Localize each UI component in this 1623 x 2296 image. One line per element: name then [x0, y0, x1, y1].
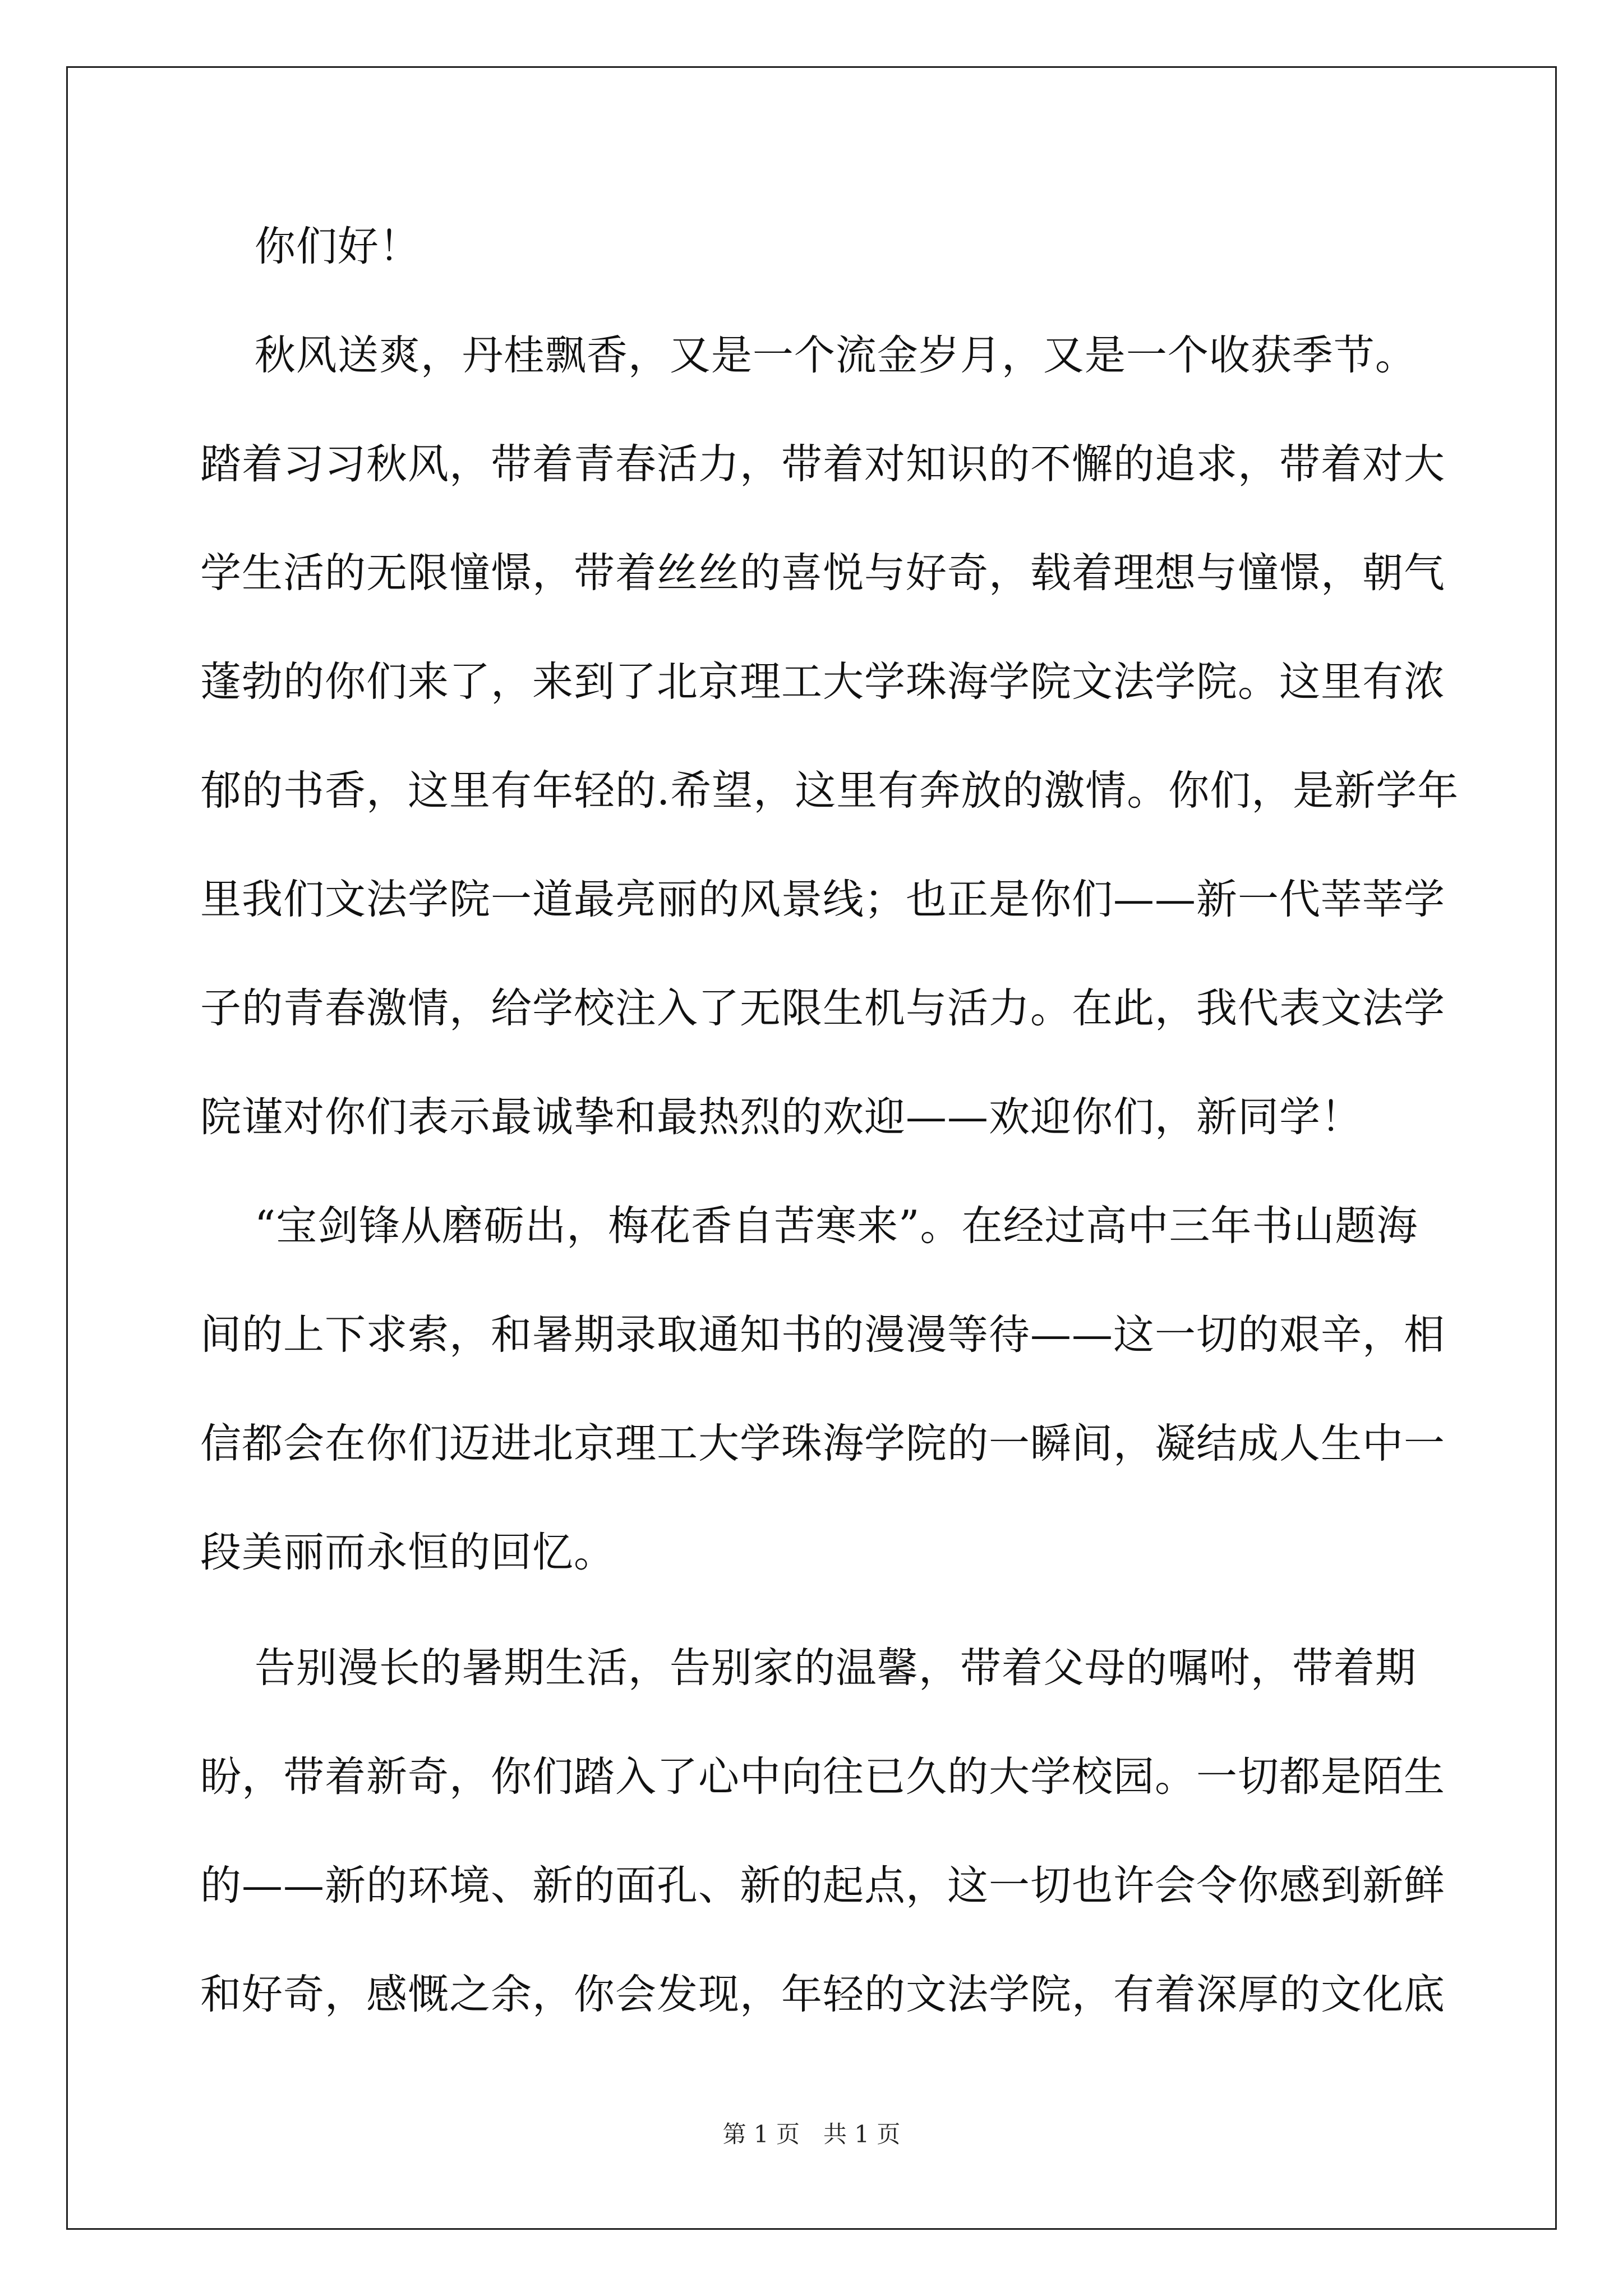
- text-line: 和好奇，感慨之余，你会发现，年轻的文法学院，有着深厚的文化底: [200, 1971, 1445, 2018]
- text-line: 的——新的环境、新的面孔、新的起点，这一切也许会令你感到新鲜: [200, 1862, 1445, 1910]
- text-line: 郁的书香，这里有年轻的.希望，这里有奔放的激情。你们，是新学年: [200, 767, 1459, 815]
- document-body: [200, 220, 1459, 2022]
- text-line: 蓬勃的你们来了，来到了北京理工大学珠海学院文法学院。这里有浓: [200, 658, 1445, 706]
- text-line: 秋风送爽，丹桂飘香，又是一个流金岁月，又是一个收获季节。: [200, 332, 1417, 379]
- page-number-footer: 第 1 页 共 1 页: [722, 2120, 901, 2148]
- text-line: 你们好！: [200, 223, 421, 270]
- text-line: “宝剑锋从磨砺出，梅花香自苦寒来”。在经过高中三年书山题海: [200, 1202, 1418, 1250]
- text-line: 段美丽而永恒的回忆。: [200, 1529, 615, 1576]
- text-line: 子的青春激情，给学校注入了无限生机与活力。在此，我代表文法学: [200, 984, 1445, 1032]
- text-line: 学生活的无限憧憬，带着丝丝的喜悦与好奇，载着理想与憧憬，朝气: [200, 549, 1445, 597]
- text-line: 盼，带着新奇，你们踏入了心中向往已久的大学校园。一切都是陌生: [200, 1753, 1445, 1801]
- text-line: 院谨对你们表示最诚挚和最热烈的欢迎——欢迎你们，新同学！: [200, 1093, 1362, 1141]
- text-line: 信都会在你们迈进北京理工大学珠海学院的一瞬间，凝结成人生中一: [200, 1420, 1445, 1467]
- text-line: 间的上下求索，和暑期录取通知书的漫漫等待——这一切的艰辛，相: [200, 1311, 1445, 1359]
- text-line: 里我们文法学院一道最亮丽的风景线；也正是你们——新一代莘莘学: [200, 876, 1445, 923]
- text-line: 告别漫长的暑期生活，告别家的温馨，带着父母的嘱咐，带着期: [200, 1644, 1417, 1692]
- text-line: 踏着习习秋风，带着青春活力，带着对知识的不懈的追求，带着对大: [200, 440, 1445, 488]
